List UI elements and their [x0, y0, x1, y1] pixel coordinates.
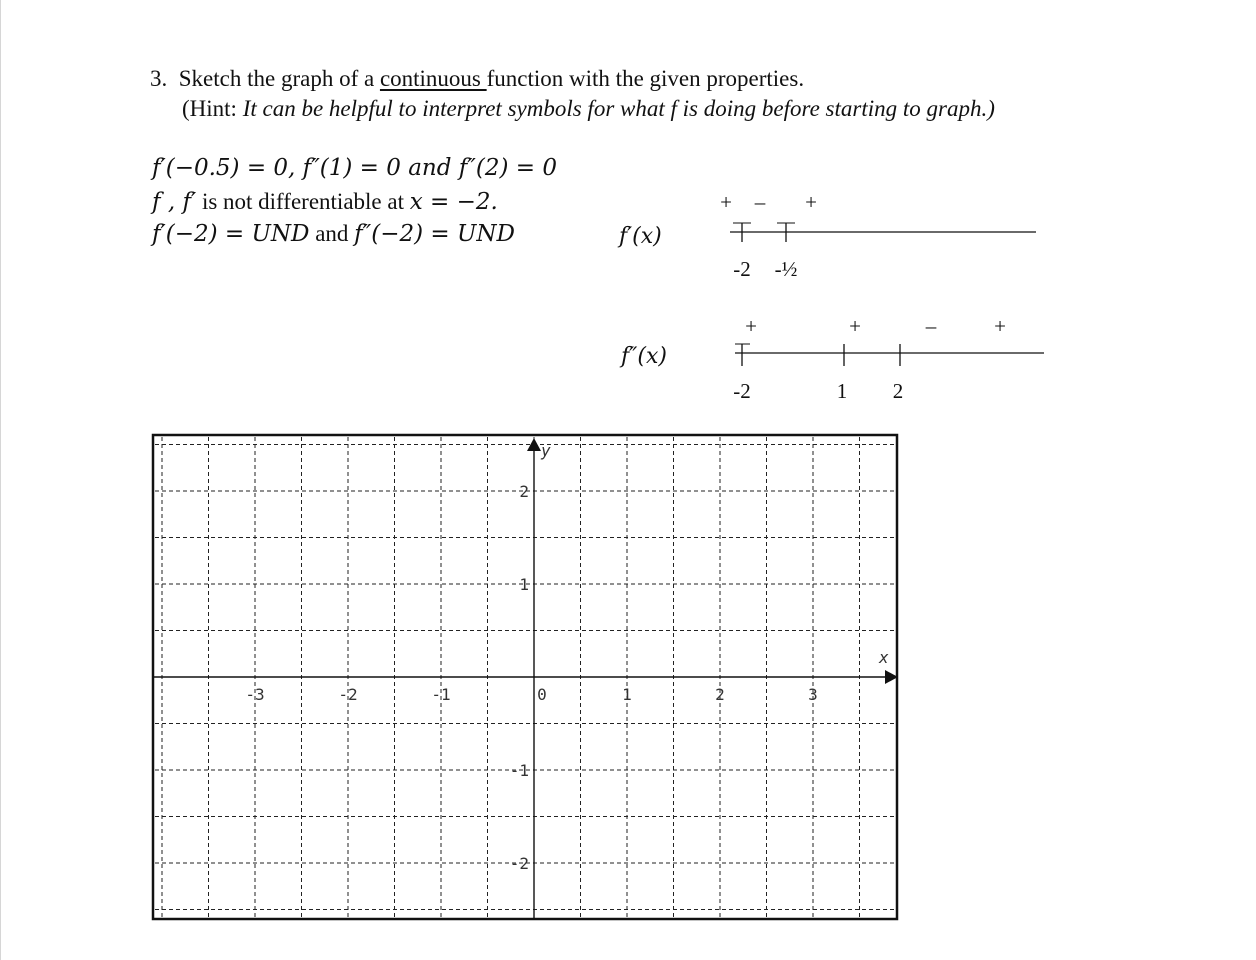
hint-prefix: (Hint: [182, 96, 243, 121]
x-tick-labels [245, 685, 817, 704]
x-tick-label: -2 [338, 685, 358, 704]
fdoubleprime-sign-1: + [745, 314, 757, 338]
y-tick-label: -2 [509, 854, 529, 873]
y-axis-label: y [541, 441, 551, 460]
x-tick-label: -3 [245, 685, 265, 704]
problem-hint [182, 96, 995, 122]
fprime-sign-3: + [805, 190, 817, 214]
page-edge [0, 0, 1, 960]
property-line-3-fdoubleprime: f″(−2) = UND [354, 221, 515, 247]
fdoubleprime-sign-2: + [849, 314, 861, 338]
x-tick-label: 0 [537, 685, 547, 704]
fdoubleprime-sign-3: – [925, 314, 937, 338]
hint-text: It can be helpful to interpret symbols for what f is doing before starting to graph.) [242, 96, 995, 121]
fprime-point-1: -2 [733, 257, 751, 281]
fprime-point-2: -½ [774, 257, 798, 281]
y-tick-label: -1 [509, 761, 529, 780]
coordinate-grid [145, 428, 905, 928]
y-tick-label: 2 [519, 482, 529, 501]
property-line-2-functions: f , f′ [152, 189, 197, 215]
title-text-before: Sketch the graph of a [178, 66, 380, 91]
problem-number: 3. [150, 66, 168, 91]
fdoubleprime-point-3: 2 [892, 379, 904, 403]
property-line-2-text: is not differentiable at [196, 189, 410, 214]
property-line-3-and: and [309, 221, 355, 246]
title-text-after: function with the given properties. [486, 66, 805, 91]
property-line-2 [152, 189, 498, 215]
property-line-1: f′(−0.5) = 0, f″(1) = 0 and f″(2) = 0 [152, 155, 557, 181]
x-axis-label: x [879, 648, 889, 667]
property-line-3-fprime: f′(−2) = UND [152, 221, 310, 247]
property-line-2-point: x = −2. [409, 189, 498, 215]
title-underlined-word: continuous [379, 66, 487, 91]
fprime-sign-1: + [720, 190, 732, 214]
fdoubleprime-point-1: -2 [733, 379, 751, 403]
fdoubleprime-point-2: 1 [836, 379, 848, 403]
x-tick-label: 2 [715, 685, 725, 704]
fprime-sign-2: – [754, 190, 766, 214]
x-tick-label: 1 [622, 685, 632, 704]
y-tick-label: 1 [519, 575, 529, 594]
fprime-chart-label: f′(x) [619, 224, 662, 249]
x-tick-label: 3 [808, 685, 818, 704]
problem-title [150, 66, 804, 92]
property-line-3 [152, 221, 515, 247]
x-tick-label: -1 [431, 685, 451, 704]
fdoubleprime-chart-label: f″(x) [621, 344, 667, 369]
fdoubleprime-sign-4: + [994, 314, 1006, 338]
